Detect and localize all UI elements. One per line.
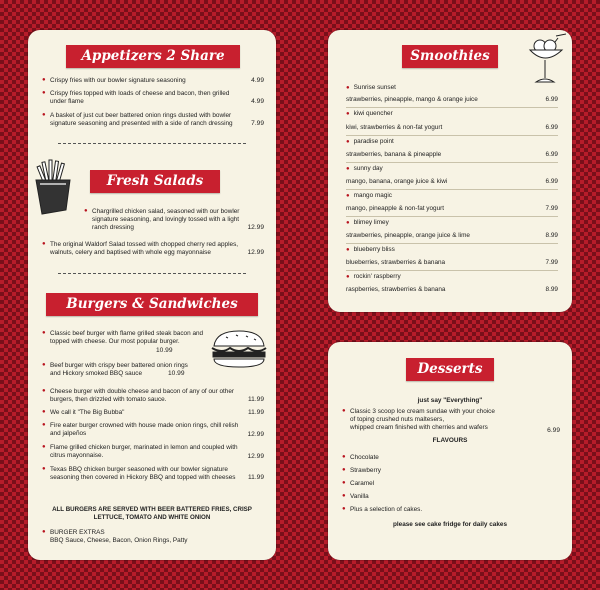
item-price: 12.99 [247, 224, 264, 231]
item-price: 4.99 [251, 77, 264, 84]
item-price: 12.99 [247, 431, 264, 438]
burgers-note: ALL BURGERS ARE SERVED WITH BEER BATTERED FRIES, CRISP LETTUCE, TOMATO AND WHITE ONION [52, 506, 252, 521]
item-price: 7.99 [545, 259, 558, 266]
item-price: 11.99 [247, 396, 264, 403]
desserts-title: Desserts [417, 361, 483, 377]
list-item: ● Plus a selection of cakes. [342, 506, 423, 513]
desserts-banner [406, 358, 494, 381]
separator [346, 107, 558, 108]
smoothie-name: ● blueberry bliss [346, 246, 395, 253]
sundae-line: of toping crushed nuts maltesers, [350, 416, 445, 423]
salads-title: Fresh Salads [106, 173, 204, 189]
separator [346, 189, 558, 190]
smoothie-name: ● kiwi quencher [346, 110, 393, 117]
separator [346, 216, 558, 217]
item-price: 6.99 [545, 124, 558, 131]
smoothie-name: ● mango magic [346, 192, 392, 199]
item-price: 7.99 [251, 120, 264, 127]
list-item: ● Crispy fries topped with loads of cheese and bacon, then grilled under flame [42, 90, 230, 105]
sundae-line: whipped cream finished with cherries and wafers [350, 424, 488, 431]
list-item: ● Classic 3 scoop Ice cream sundae with your choice [342, 408, 495, 415]
extras-title: BURGER EXTRAS [50, 529, 105, 536]
burger-extras: ● BURGER EXTRAS [42, 529, 242, 537]
smoothie-desc: mango, pineapple & non-fat yogurt 7.99 [346, 205, 558, 212]
list-item: ● We call it "The Big Bubba" [42, 409, 125, 416]
item-price: 6.99 [545, 178, 558, 185]
item-price: 12.99 [247, 249, 264, 256]
list-item: ● Chocolate [342, 454, 379, 461]
smoothie-name: ● paradise point [346, 138, 394, 145]
smoothies-banner [402, 45, 498, 68]
list-item: ● Fire eater burger crowned with house made onion rings, chill relish and jalpeños [42, 422, 239, 437]
item-price: 11.99 [247, 474, 264, 481]
list-item: ● Caramel [342, 480, 375, 487]
smoothie-desc: strawberries, pineapple, mango & orange juice 6.99 [346, 96, 558, 103]
fries-icon [30, 158, 76, 216]
salads-banner [90, 170, 220, 193]
desserts-footer: please see cake fridge for daily cakes [392, 521, 508, 528]
item-price: 10.99 [168, 370, 185, 377]
item-price: 6.99 [545, 151, 558, 158]
smoothie-desc: strawberries, banana & pineapple 6.99 [346, 151, 558, 158]
list-item: ● Chargrilled chicken salad, seasoned with our bowler signature seasoning, and lovingly tossed with a light ranch dressing [84, 208, 240, 231]
list-item: ● Crispy fries with our bowler signature seasoning [42, 77, 186, 84]
left-menu-panel [28, 30, 276, 560]
list-item: ● The original Waldorf Salad tossed with chopped cherry red apples, walnuts, celery and baptised with whole egg mayonnaise [42, 241, 239, 256]
smoothie-name: ● blimey limey [346, 219, 389, 226]
burger-icon [208, 328, 270, 370]
appetizers-banner [66, 45, 240, 68]
item-price: 4.99 [251, 98, 264, 105]
list-item: ● Classic beef burger with flame grilled steak bacon and topped with cheese. Our most popular burger. [42, 330, 204, 345]
smoothie-desc: blueberries, strawberries & banana 7.99 [346, 259, 558, 266]
flavours-title: FLAVOURS [432, 437, 468, 444]
separator [346, 135, 558, 136]
list-item: ● Strawberry [342, 467, 381, 474]
smoothies-panel [328, 30, 572, 312]
separator [346, 243, 558, 244]
smoothie-desc: raspberries, strawberries & banana 8.99 [346, 286, 558, 293]
appetizers-title: Appetizers 2 Share [81, 48, 225, 64]
burgers-title: Burgers & Sandwiches [66, 296, 238, 312]
desserts-panel [328, 342, 572, 560]
sundae-icon [524, 32, 570, 90]
item-price: 11.99 [247, 409, 264, 416]
item-price: 10.99 [156, 347, 173, 354]
item-price: 8.99 [545, 286, 558, 293]
item-price: 6.99 [545, 96, 558, 103]
item-price: 8.99 [545, 232, 558, 239]
list-item: ● Flame grilled chicken burger, marinated in lemon and coupled with citrus mayonnaise. [42, 444, 238, 459]
list-item: ● Cheese burger with double cheese and bacon of any of our other burgers, then drizzled with tomato sauce. [42, 388, 235, 403]
item-price: 6.99 [547, 427, 560, 434]
list-item: ● Vanilla [342, 493, 369, 500]
item-price: 12.99 [247, 453, 264, 460]
separator [346, 162, 558, 163]
list-item: ● Beef burger with crispy beer battered onion rings and Hickory smoked BBQ sauce [42, 362, 188, 377]
list-item: ● Texas BBQ chicken burger seasoned with our bowler signature seasoning then covered in Hickory BBQ and topped with cheeses [42, 466, 236, 481]
smoothies-title: Smoothies [410, 48, 490, 64]
item-price: 7.99 [545, 205, 558, 212]
separator [346, 270, 558, 271]
smoothie-desc: strawberries, pineapple, orange juice & lime 8.99 [346, 232, 558, 239]
smoothie-name: ● rockin' raspberry [346, 273, 401, 280]
desserts-subtitle: just say "Everything" [417, 397, 483, 404]
smoothie-name: ● sunny day [346, 165, 383, 172]
burgers-banner [46, 293, 258, 316]
smoothie-desc: mango, banana, orange juice & kiwi 6.99 [346, 178, 558, 185]
divider [58, 273, 246, 274]
divider [58, 143, 246, 144]
list-item: ● A basket of just cut beer battered onion rings dusted with bowler signature seasoning and presented with a side of ranch dressing [42, 112, 233, 127]
extras-list: BBQ Sauce, Cheese, Bacon, Onion Rings, Patty [50, 537, 188, 544]
smoothie-name: ● Sunrise sunset [346, 84, 396, 91]
smoothie-desc: kiwi, strawberries & non-fat yogurt 6.99 [346, 124, 558, 131]
